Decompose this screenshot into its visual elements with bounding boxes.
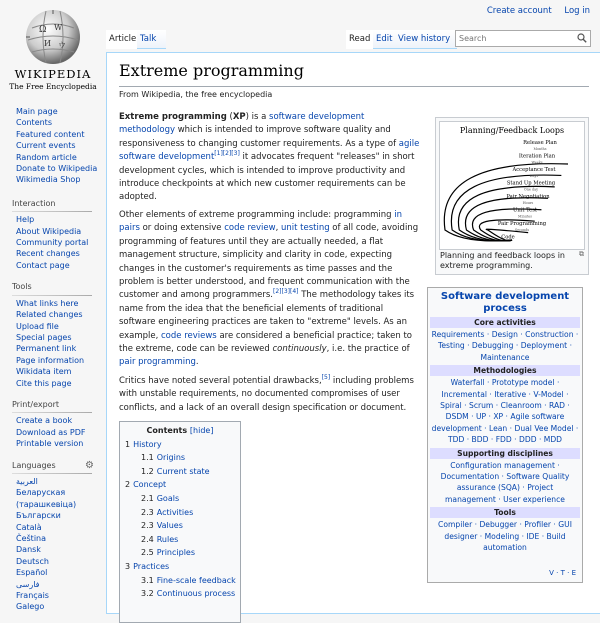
toc-text[interactable]: Origins: [156, 453, 186, 463]
loop-label: Release Plan: [523, 140, 557, 146]
toc-item[interactable]: [120, 560, 240, 574]
loop-label: Pair Programming: [497, 221, 547, 227]
sidebar-print: [0, 415, 106, 449]
sidebar-item-tools-5[interactable]: Page information: [16, 355, 85, 365]
sidebar-item-interaction-0[interactable]: Help: [16, 215, 35, 225]
toc-number: 3: [125, 561, 131, 571]
text: ,: [275, 223, 281, 234]
tab-read[interactable]: Read: [346, 30, 377, 49]
text: .: [195, 357, 199, 368]
paragraph-intro: [119, 111, 421, 205]
thumb-caption: Planning and feedback loops in extreme programming.: [440, 251, 565, 270]
wikipedia-logo[interactable]: [0, 0, 106, 100]
paragraph-critics: [119, 375, 421, 415]
sidebar-item-lang-9[interactable]: Français: [16, 591, 49, 601]
toc-text[interactable]: Current state: [156, 466, 210, 476]
divider: [12, 211, 92, 212]
link-sdm[interactable]: software development methodology: [119, 112, 365, 136]
svg-text:W: W: [54, 23, 63, 32]
toc-text[interactable]: Rules: [156, 534, 179, 544]
toc-text[interactable]: Goals: [156, 493, 180, 503]
site-subtitle: From Wikipedia, the free encyclopedia: [119, 90, 273, 99]
divider: [12, 473, 92, 474]
svg-text:И: И: [44, 39, 51, 48]
loop-label: Iteration Plan: [518, 153, 556, 160]
toc-item[interactable]: [120, 574, 240, 588]
link-pair-programming[interactable]: pair programming: [119, 357, 196, 368]
sidebar-item-main-4[interactable]: Random article: [16, 152, 77, 162]
text: (: [226, 112, 233, 122]
page-title: Extreme programming: [119, 61, 304, 80]
sidebar-item-print-0[interactable]: Create a book: [16, 416, 73, 426]
navbox-groups: [428, 317, 582, 554]
languages-header: [0, 460, 106, 471]
toc-number: 1.2: [141, 466, 154, 476]
tab-history[interactable]: View history: [395, 30, 457, 49]
toc-item[interactable]: [120, 451, 240, 465]
table-of-contents: [119, 421, 241, 623]
toc-item[interactable]: [120, 465, 240, 479]
sidebar-item-print-2[interactable]: Printable version: [16, 439, 84, 449]
text: ) is a: [245, 112, 270, 122]
loops-diagram: [440, 122, 584, 249]
toc-text[interactable]: Values: [156, 521, 183, 531]
loop-duration: Months: [533, 147, 547, 151]
sidebar-item-interaction-3[interactable]: Recent changes: [16, 249, 80, 259]
divider: [12, 412, 92, 413]
sidebar-item-interaction-1[interactable]: About Wikipedia: [16, 226, 82, 236]
create-account-link[interactable]: Create account: [486, 6, 552, 16]
toc-text[interactable]: History: [133, 439, 162, 449]
sidebar-item-main-1[interactable]: Contents: [16, 118, 52, 128]
sidebar-item-main-2[interactable]: Featured content: [16, 129, 85, 139]
navbox: [427, 287, 583, 583]
divider: [119, 86, 589, 87]
sidebar-item-interaction-4[interactable]: Contact page: [16, 260, 70, 270]
text: it advocates frequent "releases" in short development cycles, which is intended to improve productivity and introduce checkpoints at which new customer requirements can be adopted.: [119, 152, 415, 203]
sidebar-item-tools-7[interactable]: Cite this page: [16, 378, 72, 388]
toc-text[interactable]: Principles: [156, 548, 196, 558]
link-agile[interactable]: agile software development: [119, 138, 420, 163]
toc-number: 2.5: [141, 548, 154, 558]
loop-duration: Weeks: [531, 160, 543, 165]
text: Critics have noted several potential drawbacks,: [119, 376, 322, 386]
tagline: The Free Encyclopedia: [9, 82, 97, 91]
toc-text[interactable]: Activities: [156, 507, 194, 517]
toc-number: 3.1: [141, 575, 154, 585]
sidebar-item-lang-0[interactable]: العربية: [16, 476, 38, 486]
text: including problems with unstable requirements, no documented compromises of user conflicts, and a lack of an overall design specification or document.: [119, 376, 414, 413]
navbox-group-header: Methodologies: [430, 365, 580, 376]
text: The methodology takes its name from the idea that the beneficial elements of traditional software engineering practices are taken to "extreme" levels. As an example,: [119, 290, 415, 341]
link-pairs[interactable]: in pairs: [119, 210, 403, 234]
sidebar-item-tools-6[interactable]: Wikidata item: [16, 367, 72, 377]
sidebar-item-lang-4[interactable]: Čeština: [16, 534, 47, 543]
search-box: [455, 30, 591, 47]
navbox-group-list[interactable]: Compiler · Debugger · Profiler · GUI designer · Modeling · IDE · Build automation: [438, 520, 572, 553]
toc-text[interactable]: Practices: [133, 561, 170, 571]
sidebar-item-main-3[interactable]: Current events: [16, 141, 76, 151]
diagram-title: Planning/Feedback Loops: [459, 126, 565, 135]
toc-item[interactable]: [120, 438, 240, 452]
loop-label: Acceptance Test: [512, 167, 556, 173]
text: Other elements of extreme programming include: programming: [119, 210, 395, 220]
sidebar-heading-interaction: Interaction: [12, 198, 56, 208]
link-code-reviews[interactable]: code reviews: [161, 330, 217, 341]
toc-number: 2.3: [141, 507, 154, 517]
sidebar-navigation: [0, 106, 106, 186]
puzzle-globe-icon: [24, 8, 82, 66]
toc-hide-toggle[interactable]: [hide]: [189, 426, 214, 435]
sidebar: [0, 106, 106, 613]
text: which is intended to improve software quality and responsiveness to changing customer requirements. As a type of: [119, 125, 399, 149]
login-link[interactable]: Log in: [564, 6, 590, 16]
citation[interactable]: [2][3][4]: [273, 288, 299, 296]
citation[interactable]: [1][2][3]: [214, 150, 240, 158]
sidebar-item-main-0[interactable]: Main page: [16, 107, 58, 116]
sidebar-item-lang-5[interactable]: Dansk: [16, 545, 41, 555]
loop-duration: Seconds: [514, 228, 530, 232]
sidebar-item-tools-3[interactable]: Special pages: [16, 332, 72, 342]
loop-label: Unit Test: [513, 207, 537, 214]
toc-item[interactable]: [120, 492, 240, 506]
sidebar-item-tools-2[interactable]: Upload file: [16, 321, 59, 331]
personal-tools: [477, 6, 590, 16]
link-unit-testing[interactable]: unit testing: [280, 223, 330, 234]
loop-duration: Hours: [522, 201, 534, 205]
navbox-title[interactable]: Software development process: [440, 291, 570, 314]
search-input[interactable]: [456, 31, 572, 46]
navbox-group-list[interactable]: Requirements · Design · Construction · Testing · Debugging · Deployment · Maintenance: [431, 330, 579, 362]
text: of all code, avoiding programming of features until they are actually needed, a flat management structure, simplicity and clarity in code, expecting changes in the customer's requirements as time passes and the problem is better understood, and frequent communication with the customer and among programmers.: [119, 223, 419, 301]
toc-item[interactable]: [120, 533, 240, 547]
sidebar-item-tools-0[interactable]: What links here: [16, 298, 79, 308]
navbox-group-header: Supporting disciplines: [430, 448, 580, 459]
toc-list: [120, 438, 240, 601]
sidebar-heading-print: Print/export: [12, 399, 60, 409]
sidebar-heading-tools: Tools: [12, 282, 32, 292]
sidebar-item-tools-4[interactable]: Permanent link: [16, 344, 77, 354]
emphasis: continuously: [272, 344, 327, 355]
tab-article[interactable]: Article: [106, 30, 142, 49]
toc-title: Contents: [146, 426, 188, 435]
citation[interactable]: [5]: [321, 374, 331, 382]
link-code-review[interactable]: code review: [224, 223, 276, 234]
loop-label: Stand Up Meeting: [506, 180, 556, 187]
toc-item[interactable]: [120, 506, 240, 520]
navbox-group-list[interactable]: Waterfall · Prototype model · Incremental · Iterative · V-Model · Spiral · Scrum · Cleanroom · RAD · DSDM · UP · XP · Agile software development · Lean · Dual Vee Model · TDD · BDD · FDD · DDD · MDD: [431, 378, 579, 445]
toc-number: 2.3: [141, 521, 154, 531]
toc-item[interactable]: [120, 587, 240, 601]
toc-number: 2.1: [141, 493, 154, 503]
sidebar-languages: [0, 476, 106, 613]
loop-duration: Days: [529, 174, 539, 178]
sidebar-tools: [0, 298, 106, 389]
paragraph-elements: [119, 209, 421, 370]
bold-term: Extreme programming: [119, 112, 227, 122]
sidebar-item-tools-1[interactable]: Related changes: [16, 310, 83, 320]
sidebar-item-lang-10[interactable]: Galego: [16, 602, 45, 612]
toc-text[interactable]: Concept: [133, 480, 167, 490]
toc-number: 2.4: [141, 534, 154, 544]
enlarge-icon[interactable]: ⧉: [579, 250, 584, 258]
sidebar-heading-languages: Languages: [12, 460, 56, 470]
sidebar-item-lang-8[interactable]: فارسی: [16, 579, 40, 589]
sidebar-item-lang-2[interactable]: Български: [16, 511, 61, 521]
wordmark: WIKIPEDIA: [14, 67, 92, 81]
toc-number: 3.2: [141, 589, 154, 599]
toc-header: [120, 424, 240, 438]
toc-number: 2: [125, 480, 131, 490]
sidebar-item-main-6[interactable]: Wikimedia Shop: [16, 175, 81, 185]
loop-duration: One day: [523, 187, 539, 192]
text: or doing extensive: [139, 223, 225, 234]
toc-number: 1.1: [141, 453, 154, 463]
toc-item[interactable]: [120, 478, 240, 492]
sidebar-item-lang-3[interactable]: Català: [16, 522, 42, 532]
text: are considered a beneficial practice; taken to the extreme, code can be reviewed: [119, 330, 412, 355]
search-icon[interactable]: [577, 33, 587, 43]
gear-icon[interactable]: ⚙: [85, 459, 94, 471]
navbox-group-list[interactable]: Configuration management · Documentation · Software Quality assurance (SQA) · Project management · User experience: [440, 460, 570, 504]
svg-text:ウ: ウ: [58, 41, 66, 50]
loop-label: Pair Negotiation: [506, 194, 550, 200]
svg-text:Ω: Ω: [39, 25, 47, 35]
navbox-group-header: Tools: [430, 507, 580, 518]
thumbnail: [435, 117, 589, 275]
loop-duration: Minutes: [517, 214, 533, 219]
toc-number: 1: [125, 439, 131, 449]
toc-text[interactable]: Fine-scale feedback: [156, 575, 236, 585]
sidebar-item-print-1[interactable]: Download as PDF: [16, 427, 86, 437]
divider: [12, 295, 92, 296]
toc-item[interactable]: [120, 546, 240, 560]
loop-label: Code: [501, 234, 515, 241]
tab-edit[interactable]: Edit: [373, 30, 399, 49]
sidebar-item-interaction-2[interactable]: Community portal: [16, 238, 89, 248]
sidebar-interaction: [0, 214, 106, 271]
diagram-image[interactable]: [439, 121, 585, 250]
navbox-group-header: Core activities: [430, 317, 580, 328]
bold-abbr: XP: [232, 112, 246, 122]
sidebar-item-lang-7[interactable]: Español: [16, 568, 48, 578]
text: , i.e. the practice of: [326, 344, 410, 355]
sidebar-item-lang-1[interactable]: Беларуская (тарашкевіца): [16, 488, 77, 509]
toc-text[interactable]: Continuous process: [156, 589, 236, 599]
sidebar-item-main-5[interactable]: Donate to Wikipedia: [16, 164, 98, 174]
vte-links[interactable]: V · T · E: [549, 568, 576, 577]
sidebar-item-lang-6[interactable]: Deutsch: [16, 556, 49, 566]
content-area: [106, 52, 600, 614]
toc-item[interactable]: [120, 519, 240, 533]
tab-talk[interactable]: Talk: [137, 30, 166, 49]
